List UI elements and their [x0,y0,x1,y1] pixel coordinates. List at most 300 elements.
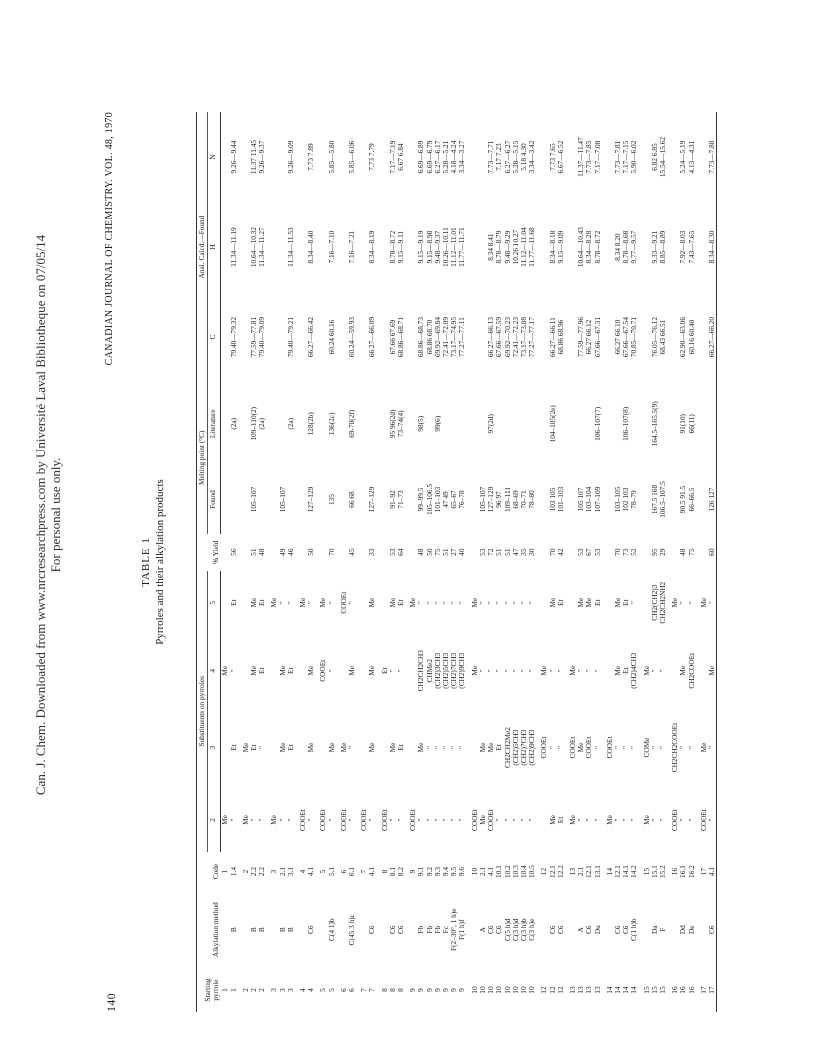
cell-code: 17 [698,867,708,876]
cell-anal-n: 7.73—7.85 [584,140,594,174]
cell-anal-n: 11.37—11.47 [576,137,586,177]
cell-method: C6 [486,925,496,934]
cell-anal-n: 4.18—4.24 [449,140,459,174]
cell-anal-h: 7.92—8.03 [678,230,688,264]
cell-pos2: COOEt [698,809,708,831]
cell-anal-c [471,292,479,382]
cell-anal-h: 11.34—11.53 [285,227,295,267]
cell-pos5: " [424,601,434,605]
cell-pos3: " [678,746,688,750]
cell-pos2: " [387,818,397,822]
cell-mp-literature [458,382,466,465]
cell-mp-literature [368,382,376,465]
table-caption-block [140,112,166,1012]
cell-anal-h: 8.34 8.41 [486,233,496,261]
cell-anal-c: 77.59—77.96 [576,317,586,358]
col-c: C [208,334,218,340]
cell-anal-n: 6.82 6.85 [649,143,659,171]
cell-method: C6 [621,925,631,934]
cell-pos4: " [486,669,496,673]
cell-method: B [257,927,267,933]
cell-code: 9.3 [432,866,442,877]
cell-anal-h: 9.15—9.19 [416,230,426,264]
cell-pos5: " [477,601,487,605]
cell-code: 14.1 [621,865,631,878]
cell-anal-c: 73.17—74.95 [449,317,459,358]
cell-pos2: COOEt [298,809,308,831]
cell-yield: 73 [621,548,631,556]
cell-code: 2.1 [576,866,586,877]
cell-anal-n: 6.67—6.52 [555,140,565,174]
cell-pos3: " [621,746,631,750]
table-row [307,112,315,1012]
cell-pos4: " [657,669,667,673]
cell-anal-h: 7.16—7.10 [326,230,336,264]
cell-starting-pyrrole: 14 [621,986,631,994]
cell-anal-c: 60.24—59.93 [347,317,357,358]
cell-starting-pyrrole: 10 [477,986,487,994]
cell-starting-pyrrole: 13 [567,986,577,994]
cell-mp-literature [659,382,667,465]
cell-mp-literature: 136(2c) [326,412,336,436]
cell-mp-found: 127–129 [486,486,496,513]
cell-method: A [477,927,487,933]
cell-starting-pyrrole: 14 [629,986,639,994]
cell-pos2: " [527,818,537,822]
cell-pos5: Me [269,597,279,608]
cell-mp-found [221,465,230,533]
cell-anal-n: 5.18 4.30 [518,143,528,171]
cell-method: C(3 h)e [527,918,537,941]
cell-mp-found: 105 107 [576,487,586,512]
cell-mp-literature: 95 96(2d) [387,409,397,439]
col-pos4: 4 [208,668,218,673]
cell-pos4: Me [678,665,688,676]
cell-method: C6 [306,925,316,934]
cell-anal-h: 9.48—9.29 [502,230,512,264]
cell-starting-pyrrole: 8 [396,988,406,992]
cell-starting-pyrrole: 17 [698,986,708,994]
cell-anal-n: 6.27—6.27 [502,140,512,174]
cell-code: 7 [359,869,369,874]
cell-pos4: " [396,669,406,673]
cell-pos2: " [432,818,442,822]
cell-anal-n: 9.26—9.44 [228,140,238,174]
cell-mp-literature [528,382,536,465]
cell-anal-h: 10.26 10.27 [510,229,520,265]
cell-mp-literature [700,382,708,465]
cell-pos3: " [657,746,667,750]
cell-yield: 53 [387,548,397,556]
cell-starting-pyrrole: 12 [555,986,565,994]
cell-anal-n: 3.34—3.42 [527,140,537,174]
cell-mp-literature: (2a) [228,417,238,430]
cell-pos3: " [629,746,639,750]
cell-pos3: " [347,746,357,750]
cell-starting-pyrrole: 17 [708,968,717,1012]
cell-anal-c: 77.27—77.17 [527,317,537,358]
cell-yield: 75 [686,548,696,556]
cell-pos3: Me [387,742,397,753]
cell-starting-pyrrole: 3 [269,988,279,992]
cell-mp-found: 71–73 [396,490,406,509]
cell-starting-pyrrole: 15 [657,986,667,994]
cell-pos4: " [510,669,520,673]
cell-pos3: " [708,707,717,788]
cell-code: 1.4 [228,866,238,877]
cell-code: 4 [298,869,308,874]
cell-anal-c: 66.27—66.13 [486,317,496,358]
cell-mp-found: 127–129 [367,486,377,513]
cell-pos4: Me [249,665,259,676]
cell-pos4: Me [367,665,377,676]
table-row [270,112,278,1012]
cell-mp-found: 107–109 [592,486,602,513]
cell-pos4: Me [277,665,287,676]
cell-pos5: " [449,601,459,605]
cell-anal-c: 67.66—67.54 [621,317,631,358]
cell-code: 10.3 [510,865,520,878]
cell-yield: 29 [657,548,667,556]
cell-anal-c: 77.27—77.11 [457,317,467,358]
cell-anal-n [270,112,278,202]
cell-code: 9.4 [441,866,451,877]
cell-yield: 56 [228,548,238,556]
cell-pos5: " [686,601,696,605]
cell-starting-pyrrole: 1 [220,988,230,992]
cell-mp-found [287,465,295,533]
cell-pos2: " [518,818,528,822]
cell-yield: 50 [306,548,316,556]
cell-method: Fb [424,925,434,934]
cell-method: F [657,927,667,932]
cell-pos2: " [457,818,467,822]
cell-yield: 48 [678,548,688,556]
cell-pos2: " [257,818,267,822]
cell-mp-found: 103–104 [584,486,594,513]
cell-anal-h: 8.78—8.72 [592,230,602,264]
cell-pos2: " [592,818,602,822]
cell-anal-c: 68.86—68.73 [416,317,426,358]
cell-pos5: Me [387,597,397,608]
cell-method: Da [649,925,659,934]
col-code: Code [197,852,221,892]
cell-mp-literature: 164.5–165.5(9) [649,401,659,447]
cell-pos3: (CH2)5CH3 [510,729,520,766]
cell-anal-c: 62.90—63.06 [678,317,688,358]
cell-pos3: Me [338,742,348,753]
cell-mp-literature [708,382,717,465]
cell-pos3: COOEt [567,736,577,759]
table-row [594,112,602,1012]
cell-starting-pyrrole: 12 [539,986,549,994]
rotated-page [104,112,784,1012]
cell-pos2: Me [220,815,230,825]
cell-pos3: Me [326,742,336,753]
cell-pos4: Et [379,667,389,674]
table-row [328,112,336,1012]
cell-starting-pyrrole: 8 [387,988,397,992]
cell-pos3: " [432,746,442,750]
col-h: H [208,244,218,250]
cell-method: Dd [678,925,688,935]
cell-mp-found: 90.5 91.5 [678,485,688,514]
cell-pos2: " [396,818,406,822]
cell-mp-found: 66 68 [347,491,357,508]
cell-mp-literature [577,382,585,465]
cell-pos2: COOEt [338,809,348,831]
cell-mp-literature: 106–107(7) [592,406,602,441]
cell-starting-pyrrole: 2 [240,988,250,992]
cell-pos2: COOEt [670,809,680,831]
cell-mp-literature: (2a) [285,417,295,430]
col-found: Found [208,490,218,509]
cell-pos2: " [629,818,639,822]
cell-pos5: " [494,601,504,605]
cell-anal-c: 76.05—76.12 [649,317,659,358]
cell-method: C(1 h)b [629,918,639,941]
cell-starting-pyrrole: 2 [257,988,267,992]
cell-pos3: " [555,746,565,750]
cell-mp-found: 78–79 [629,490,639,509]
cell-pos4: CH2COOEt [686,652,696,689]
cell-mp-found: 101–103 [555,486,565,513]
cell-pos5: Me [670,597,680,608]
cell-code: 16.2 [686,865,696,878]
cell-pos2: " [347,818,357,822]
cell-anal-c: 66.27—66.42 [306,317,316,358]
cell-pos4: " [494,669,504,673]
cell-pos4: (CH2)4CH3 [629,652,639,689]
cell-pos2: Et [555,816,565,824]
cell-pos5: CH2CH2NH2 [657,581,667,624]
cell-starting-pyrrole: 10 [494,986,504,994]
cell-pos5: " [306,601,316,605]
cell-yield: 42 [555,548,565,556]
cell-method: C6 [612,925,622,934]
cell-mp-found: 65–67 [449,490,459,509]
cell-pos3: " [686,746,696,750]
cell-mp-found: 103–105 [612,486,622,513]
cell-anal-n: 7.17—7.08 [592,140,602,174]
cell-anal-n: 5.28—5.15 [510,140,520,174]
cell-pos4: Me [220,665,230,676]
cell-pos2: " [621,818,631,822]
cell-pos5: Me [249,597,259,608]
cell-anal-n: 6.69—6.89 [416,140,426,174]
cell-pos2: COOEt [359,809,369,831]
cell-pos3: " [441,746,451,750]
cell-pos2: " [306,818,316,822]
cell-method: C(3 h)b [518,918,528,941]
cell-pos3: (CH2)9CH3 [527,729,537,766]
col-n: N [208,154,218,160]
cell-pos5: Me [298,597,308,608]
cell-mp-literature [557,382,565,465]
cell-code: 2 [240,869,250,874]
cell-anal-c: 60.16 60.40 [686,319,696,355]
cell-code: 15 [641,867,651,876]
cell-mp-literature [520,382,528,465]
cell-yield: 95 [649,548,659,556]
cell-anal-h: 8.34—8.40 [306,230,316,264]
cell-mp-found: 66–66.5 [686,487,696,512]
cell-pos2: " [612,818,622,822]
cell-yield: 51 [494,548,504,556]
cell-mp-found: 91–92 [387,490,397,509]
cell-pos2: Me [547,815,557,825]
cell-pos3: " [649,746,659,750]
cell-starting-pyrrole: 4 [298,988,308,992]
cell-starting-pyrrole: 13 [584,986,594,994]
cell-pos2: " [686,818,696,822]
cell-pos2: Me [477,815,487,825]
cell-anal-c: 68.86 68.70 [424,319,434,355]
cell-anal-h: 9.15—9.09 [555,230,565,264]
cell-code: 8.2 [396,866,406,877]
cell-pos4: " [326,669,336,673]
cell-code: 5 [318,869,328,874]
cell-yield: 51 [502,548,512,556]
cell-starting-pyrrole: 14 [612,986,622,994]
cell-anal-n: 7.73 7.89 [306,143,316,171]
cell-code: 9 [408,869,418,874]
cell-starting-pyrrole: 9 [424,988,434,992]
cell-pos2: " [416,818,426,822]
cell-pos5: Et [592,599,602,606]
col-literature: Literature [208,409,218,439]
cell-pos5: " [486,601,496,605]
cell-starting-pyrrole: 10 [502,986,512,994]
col-method: Alkylation method [197,891,221,968]
cell-anal-c: 66.27—66.11 [547,317,557,358]
cell-pos5: " [416,601,426,605]
cell-pos4: " [584,669,594,673]
cell-yield: 45 [347,548,357,556]
cell-pos4: " [576,669,586,673]
cell-code: 2.1 [277,866,287,877]
header-row-1 [197,112,208,1012]
cell-anal-h: 11.12—11.01 [449,227,459,267]
cell-mp-found: 105–107 [277,486,287,513]
cell-pos5: " [441,601,451,605]
cell-yield: 40 [457,548,467,556]
cell-starting-pyrrole: 5 [318,988,328,992]
cell-pos4: (CH2)9CH3 [457,652,467,689]
cell-mp-literature: 106–107(8) [621,406,631,441]
cell-method: C6 [708,891,717,968]
cell-anal-n: 9.26—9.37 [257,140,267,174]
cell-pos3: " [592,746,602,750]
cell-anal-c: 68.43 66.51 [657,319,667,355]
cell-pos5: " [708,571,717,635]
cell-yield: 72 [486,548,496,556]
cell-pos2: " [441,818,451,822]
cell-pos3: (CH2)7CH3 [518,729,528,766]
cell-mp-found: 105–106.5 [424,484,434,516]
cell-starting-pyrrole: 7 [359,988,369,992]
cell-mp-found: 105–107 [477,486,487,513]
cell-mp-literature: 97(2d) [486,414,496,434]
cell-pos5: " [510,601,520,605]
col-substituents: Substituents on pyrroles [197,571,208,852]
cell-yield: 53 [477,548,487,556]
cell-pos2: " [584,818,594,822]
cell-pos2: COOEt [469,809,479,831]
cell-yield: 35 [518,548,528,556]
cell-yield: 30 [527,548,537,556]
table-row [258,112,266,1012]
cell-anal-n: 5.85—5.80 [326,140,336,174]
cell-yield: 47 [510,548,520,556]
cell-pos3: COOEt [584,736,594,759]
cell-yield: 75 [432,548,442,556]
cell-mp-literature: 69-70(2f) [347,409,357,438]
cell-code: 10.1 [494,865,504,878]
cell-mp-found: 105–107 [249,486,259,513]
cell-pos4: Me [567,665,577,676]
table-row [471,112,479,1012]
cell-anal-n: 5.24—5.19 [678,140,688,174]
cell-pos3: CH2CH2Me2 [502,727,512,769]
cell-pos2: COOEt [318,809,328,831]
table-body [221,112,717,1012]
cell-anal-n: 5.85—6.06 [347,140,357,174]
cell-code: 8.1 [387,866,397,877]
cell-mp-found: 102 103 [621,487,631,512]
cell-pos5: " [457,601,467,605]
cell-pos2: " [277,818,287,822]
col-analysis: Anal. Calcd.—Found [197,112,208,382]
cell-anal-c: 66.27 66.10 [612,319,622,355]
cell-starting-pyrrole: 6 [347,988,357,992]
cell-yield: 60 [708,534,717,571]
cell-method: C6 [547,925,557,934]
cell-code: 9.6 [457,866,467,877]
cell-mp-found: 99–99.5 [416,487,426,512]
cell-pos4: " [518,669,528,673]
cell-code: 16.1 [678,865,688,878]
cell-mp-found: 47 49 [441,491,451,508]
table-row [230,112,238,1012]
cell-anal-c: 72.41—72.09 [441,317,451,358]
cell-code: 4.1 [708,852,717,892]
cell-pos3: COMe [641,737,651,758]
cell-starting-pyrrole: 9 [457,988,467,992]
cell-starting-pyrrole: 9 [449,988,459,992]
cell-anal-n: 7.73 7.79 [367,143,377,171]
cell-pos4: Et [621,667,631,674]
cell-code: 3 [269,869,279,874]
cell-starting-pyrrole: 9 [416,988,426,992]
cell-pos3: Me [576,742,586,753]
cell-code: 10 [469,867,479,876]
cell-anal-n: 7.17—7.15 [621,140,631,174]
cell-pos4: Me [612,665,622,676]
cell-method: C6 [584,925,594,934]
cell-yield: 27 [449,548,459,556]
cell-pos3: Me [486,742,496,753]
cell-pos2: " [424,818,434,822]
page-number: 140 [104,993,118,1012]
table-row [348,112,356,1012]
cell-method: F(1 h)f [457,919,467,940]
cell-method: C6 [555,925,565,934]
cell-code: 4.1 [306,866,316,877]
cell-code: 14.2 [629,865,639,878]
cell-code: 14 [604,867,614,876]
cell-anal-n: 5.90—6.02 [629,140,639,174]
